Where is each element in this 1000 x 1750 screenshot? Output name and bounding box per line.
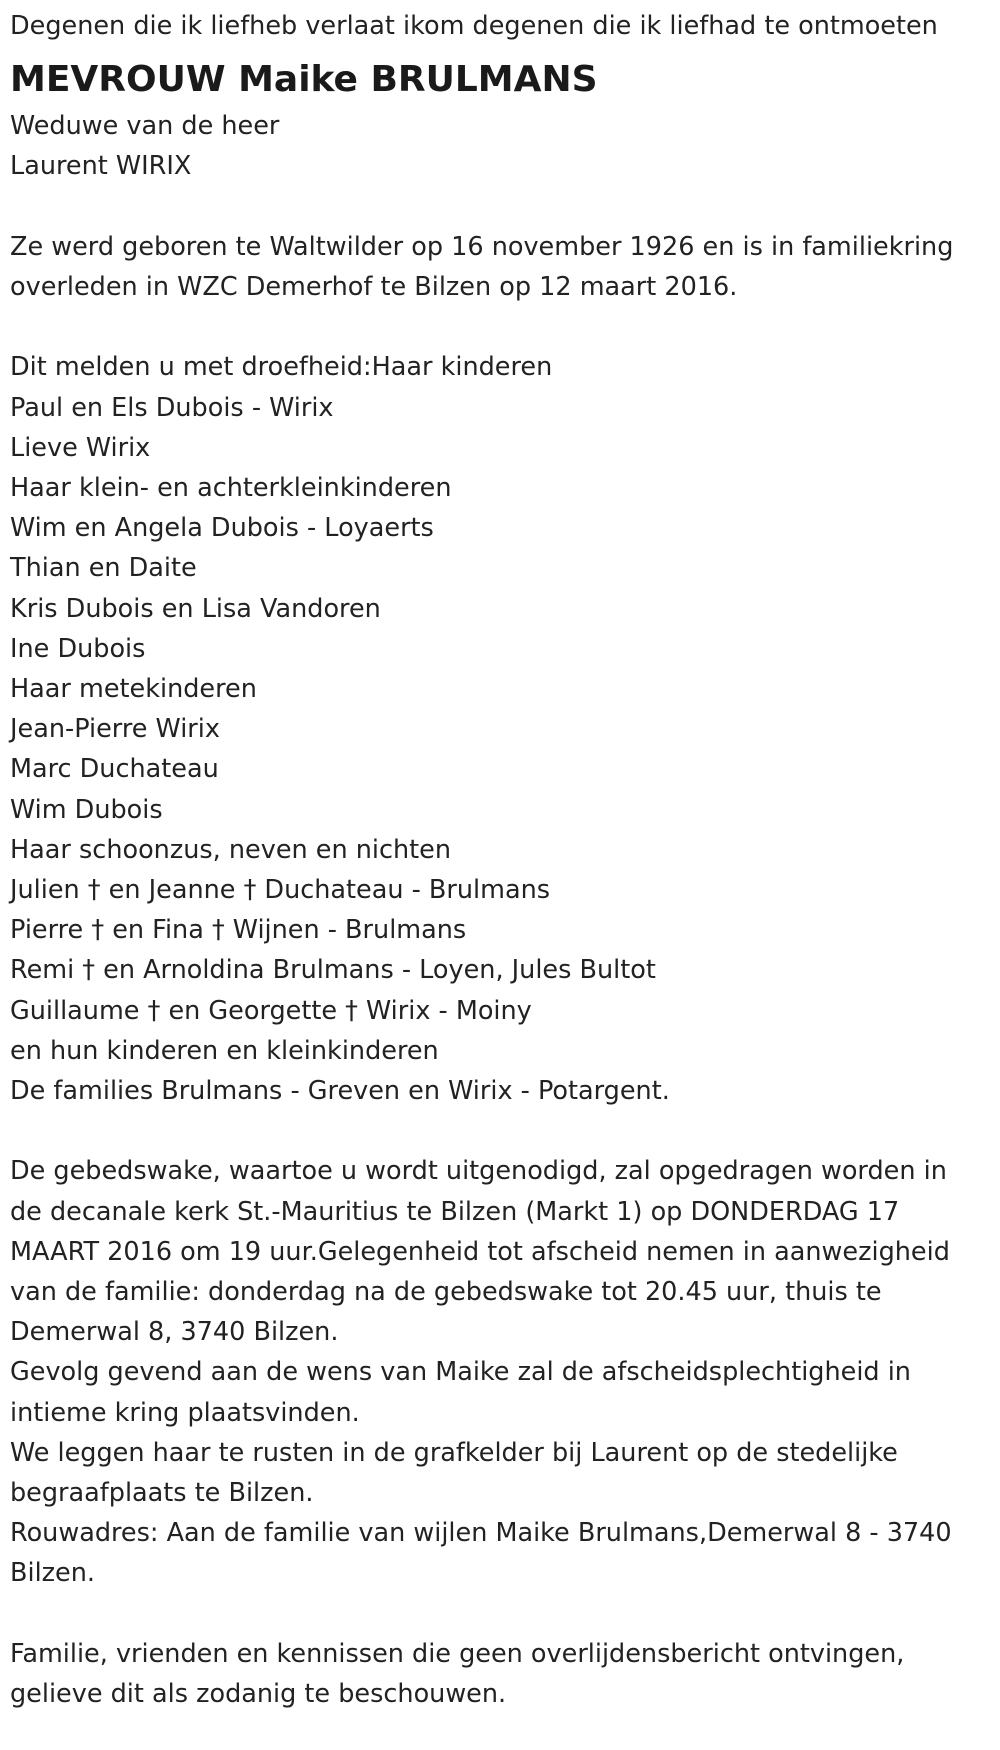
ceremony-line: van de familie: donderdag na de gebedswake tot 20.45 uur, thuis te <box>10 1277 882 1308</box>
ceremony-line: Demerwal 8, 3740 Bilzen. <box>10 1317 339 1348</box>
ceremony-line: Rouwadres: Aan de familie van wijlen Maike Brulmans,Demerwal 8 - 3740 <box>10 1518 952 1549</box>
deceased-name: MEVROUW Maike BRULMANS <box>10 59 598 101</box>
birth-death-line: overleden in WZC Demerhof te Bilzen op 12 maart 2016. <box>10 272 738 302</box>
birth-death-line: Ze werd geboren te Waltwilder op 16 november 1926 en is in familiekring <box>10 231 954 262</box>
ceremony-block <box>10 1151 990 1593</box>
family-line: Marc Duchateau <box>10 754 219 785</box>
family-line: Kris Dubois en Lisa Vandoren <box>10 593 381 624</box>
ceremony-line: Bilzen. <box>10 1558 96 1589</box>
family-line: Haar metekinderen <box>10 674 257 705</box>
family-line: Lieve Wirix <box>10 432 151 463</box>
family-line: Thian en Daite <box>10 553 197 584</box>
spouse-name: Laurent WIRIX <box>10 151 192 182</box>
family-line: De families Brulmans - Greven en Wirix - Potargent. <box>10 1076 670 1107</box>
spacer <box>10 187 990 227</box>
ceremony-line: MAART 2016 om 19 uur.Gelegenheid tot afscheid nemen in aanwezigheid <box>10 1236 950 1267</box>
family-line: Dit melden u met droefheid:Haar kinderen <box>10 352 553 383</box>
family-line: Haar klein- en achterkleinkinderen <box>10 473 452 503</box>
opening-quote: Degenen die ik liefheb verlaat ikom degenen die ik liefhad te ontmoeten <box>10 11 938 41</box>
widow-block <box>10 106 990 186</box>
family-line: Wim Dubois <box>10 794 163 825</box>
family-line: Guillaume † en Georgette † Wirix - Moiny <box>10 995 532 1026</box>
closing-block <box>10 1634 990 1714</box>
family-line: Wim en Angela Dubois - Loyaerts <box>10 513 434 544</box>
birth-death-block <box>10 227 990 307</box>
widow-line: Weduwe van de heer <box>10 111 280 142</box>
family-line: Jean-Pierre Wirix <box>10 714 220 745</box>
ceremony-line: de decanale kerk St.-Mauritius te Bilzen (Markt 1) op DONDERDAG 17 <box>10 1196 900 1227</box>
ceremony-line: begraafplaats te Bilzen. <box>10 1478 314 1509</box>
ceremony-line: We leggen haar te rusten in de grafkelder bij Laurent op de stedelijke <box>10 1437 898 1468</box>
family-line: Remi † en Arnoldina Brulmans - Loyen, Jules Bultot <box>10 955 656 986</box>
family-line: Ine Dubois <box>10 633 146 664</box>
spacer <box>10 1594 990 1634</box>
family-line: Paul en Els Dubois - Wirix <box>10 392 334 423</box>
closing-line: gelieve dit als zodanig te beschouwen. <box>10 1679 507 1710</box>
ceremony-line: De gebedswake, waartoe u wordt uitgenodigd, zal opgedragen worden in <box>10 1156 947 1187</box>
family-block <box>10 347 990 1111</box>
family-line: Julien † en Jeanne † Duchateau - Brulmans <box>10 875 551 906</box>
family-line: Haar schoonzus, neven en nichten <box>10 834 452 865</box>
closing-line: Familie, vrienden en kennissen die geen overlijdensbericht ontvingen, <box>10 1638 905 1669</box>
ceremony-line: Gevolg gevend aan de wens van Maike zal de afscheidsplechtigheid in <box>10 1357 911 1388</box>
ceremony-line: intieme kring plaatsvinden. <box>10 1397 360 1428</box>
spacer <box>10 1111 990 1151</box>
family-line: Pierre † en Fina † Wijnen - Brulmans <box>10 915 467 946</box>
family-line: en hun kinderen en kleinkinderen <box>10 1035 439 1066</box>
spacer <box>10 307 990 347</box>
